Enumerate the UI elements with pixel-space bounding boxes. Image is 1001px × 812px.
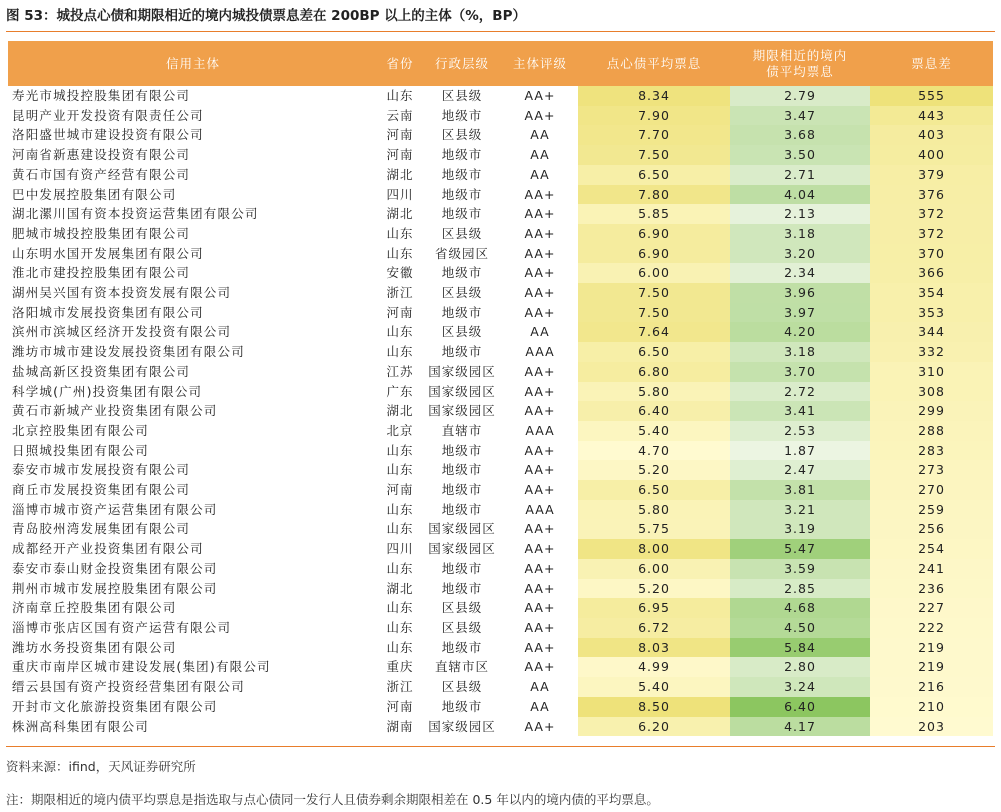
issuer-cell: 湖州吴兴国有资本投资发展有限公司 [12,285,232,301]
province-cell: 重庆 [386,659,414,675]
issuer-cell: 缙云县国有资产投资经营集团有限公司 [12,679,245,695]
province-cell: 山东 [386,501,414,517]
issuer-cell: 淄博市城市资产运营集团有限公司 [12,501,218,517]
spread-cell: 370 [870,244,993,264]
rating-cell: AA+ [524,107,556,123]
province-cell: 河南 [386,127,414,143]
issuer-cell: 盐城高新区投资集团有限公司 [12,363,191,379]
table-row [8,303,993,323]
table-row [8,618,993,638]
table-row [8,322,993,342]
admin-level-cell: 地级市 [441,206,483,222]
admin-level-cell: 地级市 [441,166,483,182]
admin-level-cell: 直辖市 [441,422,483,438]
rating-cell: AA+ [524,383,556,399]
rating-cell: AA+ [524,265,556,281]
table-row [8,441,993,461]
dimsum-coupon-cell: 6.50 [578,480,730,500]
table-row [8,204,993,224]
spread-cell: 299 [870,401,993,421]
rating-cell: AA+ [524,88,556,103]
admin-level-cell: 省级园区 [434,245,489,261]
province-cell: 四川 [386,186,414,202]
dimsum-coupon-cell: 6.90 [578,244,730,264]
dimsum-coupon-cell: 7.80 [578,185,730,205]
dimsum-coupon-cell: 7.50 [578,303,730,323]
issuer-cell: 淄博市张店区国有资产运营有限公司 [12,619,232,635]
table-row [8,717,993,737]
spread-cell: 555 [870,86,993,106]
dimsum-coupon-cell: 6.72 [578,618,730,638]
table-row [8,165,993,185]
table-row [8,677,993,697]
dimsum-coupon-cell: 7.70 [578,125,730,145]
dimsum-coupon-cell: 5.40 [578,421,730,441]
dimsum-coupon-cell: 6.50 [578,165,730,185]
spread-cell: 259 [870,500,993,520]
dimsum-coupon-cell: 5.75 [578,519,730,539]
table-row [8,185,993,205]
spread-cell: 376 [870,185,993,205]
col-header-province: 省份 [378,41,422,86]
rating-cell: AA [530,166,550,182]
admin-level-cell: 区县级 [441,619,483,635]
rating-cell: AA [530,679,550,695]
issuer-cell: 巴中发展控股集团有限公司 [12,186,177,202]
admin-level-cell: 区县级 [441,285,483,301]
onshore-coupon-cell: 3.68 [730,125,870,145]
col-header-rating: 主体评级 [502,41,578,86]
spread-cell: 210 [870,697,993,717]
dimsum-coupon-cell: 5.80 [578,382,730,402]
dimsum-coupon-cell: 6.80 [578,362,730,382]
province-cell: 山东 [386,619,414,635]
onshore-coupon-cell: 3.24 [730,677,870,697]
spread-cell: 256 [870,519,993,539]
onshore-coupon-cell: 2.53 [730,421,870,441]
onshore-coupon-cell: 3.21 [730,500,870,520]
admin-level-cell: 地级市 [441,442,483,458]
col-header-dimsum-coupon: 点心债平均票息 [578,41,730,86]
spread-cell: 219 [870,638,993,658]
spread-cell: 353 [870,303,993,323]
rating-cell: AA [530,698,550,714]
province-cell: 山东 [386,600,414,616]
issuer-cell: 成都经开产业投资集团有限公司 [12,541,204,557]
spread-cell: 283 [870,441,993,461]
admin-level-cell: 直辖市区 [434,659,489,675]
province-cell: 山东 [386,88,414,103]
province-cell: 河南 [386,482,414,498]
table-row [8,342,993,362]
province-cell: 北京 [386,422,414,438]
onshore-coupon-cell: 3.19 [730,519,870,539]
col-header-spread: 票息差 [870,41,993,86]
province-cell: 云南 [386,107,414,123]
dimsum-coupon-cell: 6.00 [578,263,730,283]
admin-level-cell: 地级市 [441,265,483,281]
spread-cell: 344 [870,322,993,342]
issuer-cell: 潍坊市城市建设发展投资集团有限公司 [12,344,245,360]
admin-level-cell: 区县级 [441,88,483,103]
rating-cell: AA+ [524,206,556,222]
rating-cell: AA+ [524,225,556,241]
rating-cell: AA+ [524,363,556,379]
spread-cell: 203 [870,717,993,737]
onshore-coupon-cell: 3.41 [730,401,870,421]
onshore-coupon-cell: 4.68 [730,598,870,618]
issuer-cell: 泰安市城市发展投资有限公司 [12,462,191,478]
spread-cell: 310 [870,362,993,382]
rating-cell: AA+ [524,482,556,498]
dimsum-coupon-cell: 5.20 [578,579,730,599]
issuer-cell: 科学城(广州)投资集团有限公司 [12,383,203,399]
onshore-coupon-cell: 2.72 [730,382,870,402]
province-cell: 河南 [386,147,414,163]
rating-cell: AA+ [524,462,556,478]
rating-cell: AA [530,147,550,163]
table-row [8,283,993,303]
table-row [8,362,993,382]
admin-level-cell: 区县级 [441,127,483,143]
dimsum-coupon-cell: 6.40 [578,401,730,421]
top-rule [6,31,995,32]
issuer-cell: 洛阳盛世城市建设投资有限公司 [12,127,204,143]
spread-cell: 288 [870,421,993,441]
issuer-cell: 泰安市泰山财金投资集团有限公司 [12,560,218,576]
issuer-cell: 昆明产业开发投资有限责任公司 [12,107,204,123]
onshore-coupon-cell: 3.20 [730,244,870,264]
onshore-coupon-cell: 6.40 [730,697,870,717]
admin-level-cell: 国家级园区 [428,718,496,734]
rating-cell: AA [530,127,550,143]
dimsum-coupon-cell: 5.20 [578,460,730,480]
admin-level-cell: 地级市 [441,344,483,360]
dimsum-coupon-cell: 8.03 [578,638,730,658]
table-row [8,579,993,599]
admin-level-cell: 地级市 [441,639,483,655]
admin-level-cell: 国家级园区 [428,541,496,557]
table-row [8,460,993,480]
onshore-coupon-cell: 4.20 [730,322,870,342]
province-cell: 浙江 [386,679,414,695]
table-row [8,145,993,165]
table-row [8,401,993,421]
province-cell: 山东 [386,521,414,537]
table-row [8,263,993,283]
col-header-admin-level: 行政层级 [422,41,502,86]
onshore-coupon-cell: 3.47 [730,106,870,126]
issuer-cell: 济南章丘控股集团有限公司 [12,600,177,616]
admin-level-cell: 地级市 [441,560,483,576]
onshore-coupon-cell: 3.50 [730,145,870,165]
onshore-coupon-cell: 3.18 [730,224,870,244]
admin-level-cell: 地级市 [441,462,483,478]
rating-cell: AA+ [524,541,556,557]
admin-level-cell: 地级市 [441,107,483,123]
onshore-coupon-cell: 3.18 [730,342,870,362]
province-cell: 山东 [386,442,414,458]
dimsum-coupon-cell: 8.00 [578,539,730,559]
province-cell: 湖南 [386,718,414,734]
admin-level-cell: 地级市 [441,580,483,596]
table-row [8,559,993,579]
rating-cell: AA+ [524,560,556,576]
table-row [8,244,993,264]
table-row [8,480,993,500]
issuer-cell: 株洲高科集团有限公司 [12,718,150,734]
table-row [8,421,993,441]
spread-cell: 270 [870,480,993,500]
onshore-coupon-cell: 2.85 [730,579,870,599]
rating-cell: AA+ [524,619,556,635]
issuer-cell: 湖北漯川国有资本投资运营集团有限公司 [12,206,259,222]
issuer-cell: 黄石市国有资产经营有限公司 [12,166,191,182]
onshore-coupon-cell: 2.34 [730,263,870,283]
admin-level-cell: 国家级园区 [428,521,496,537]
rating-cell: AA+ [524,659,556,675]
table-row [8,697,993,717]
table-row [8,598,993,618]
issuer-cell: 荆州市城市发展控股集团有限公司 [12,580,218,596]
province-cell: 山东 [386,560,414,576]
onshore-coupon-cell: 4.04 [730,185,870,205]
col-header-issuer: 信用主体 [8,41,378,86]
province-cell: 湖北 [386,580,414,596]
col-header-onshore-coupon: 期限相近的境内债平均票息 [730,41,870,86]
rating-cell: AA+ [524,245,556,261]
rating-cell: AA+ [524,600,556,616]
table-row [8,106,993,126]
province-cell: 安徽 [386,265,414,281]
admin-level-cell: 地级市 [441,147,483,163]
spread-cell: 241 [870,559,993,579]
onshore-coupon-cell: 1.87 [730,441,870,461]
table-row [8,500,993,520]
spread-cell: 354 [870,283,993,303]
table-row [8,382,993,402]
spread-cell: 372 [870,204,993,224]
figure-title: 图 53：城投点心债和期限相近的境内城投债票息差在 200BP 以上的主体（%，BP） [6,8,526,24]
province-cell: 湖北 [386,403,414,419]
rating-cell: AA+ [524,285,556,301]
admin-level-cell: 区县级 [441,225,483,241]
header-row [8,41,993,86]
rating-cell: AA+ [524,521,556,537]
admin-level-cell: 地级市 [441,501,483,517]
issuer-cell: 河南省新惠建设投资有限公司 [12,147,191,163]
issuer-cell: 肥城市城投控股集团有限公司 [12,225,191,241]
admin-level-cell: 地级市 [441,304,483,320]
province-cell: 山东 [386,245,414,261]
dimsum-coupon-cell: 6.00 [578,559,730,579]
issuer-cell: 开封市文化旅游投资集团有限公司 [12,698,218,714]
rating-cell: AA+ [524,639,556,655]
spread-cell: 403 [870,125,993,145]
dimsum-coupon-cell: 8.50 [578,697,730,717]
province-cell: 浙江 [386,285,414,301]
bond-spread-table [8,41,993,736]
admin-level-cell: 区县级 [441,324,483,340]
admin-level-cell: 区县级 [441,679,483,695]
dimsum-coupon-cell: 4.99 [578,657,730,677]
table-row [8,224,993,244]
dimsum-coupon-cell: 5.80 [578,500,730,520]
onshore-coupon-cell: 3.59 [730,559,870,579]
rating-cell: AA+ [524,186,556,202]
province-cell: 湖北 [386,206,414,222]
dimsum-coupon-cell: 7.90 [578,106,730,126]
onshore-coupon-cell: 5.84 [730,638,870,658]
source-note: 资料来源：ifind，天风证券研究所 [6,759,196,774]
admin-level-cell: 国家级园区 [428,403,496,419]
dimsum-coupon-cell: 6.20 [578,717,730,737]
bottom-rule [6,746,995,747]
onshore-coupon-cell: 5.47 [730,539,870,559]
dimsum-coupon-cell: 6.50 [578,342,730,362]
dimsum-coupon-cell: 7.50 [578,145,730,165]
dimsum-coupon-cell: 6.90 [578,224,730,244]
table-row [8,125,993,145]
spread-cell: 443 [870,106,993,126]
table-row [8,86,993,106]
spread-cell: 222 [870,618,993,638]
spread-cell: 332 [870,342,993,362]
province-cell: 山东 [386,225,414,241]
footnote: 注：期限相近的境内债平均票息是指选取与点心债同一发行人且债券剩余期限相差在 0.5 年以内的境内债的平均票息。 [6,792,659,807]
table-body [8,86,993,736]
table-row [8,539,993,559]
province-cell: 山东 [386,639,414,655]
admin-level-cell: 地级市 [441,186,483,202]
admin-level-cell: 国家级园区 [428,363,496,379]
onshore-coupon-cell: 3.70 [730,362,870,382]
issuer-cell: 北京控股集团有限公司 [12,422,150,438]
province-cell: 四川 [386,541,414,557]
dimsum-coupon-cell: 6.95 [578,598,730,618]
rating-cell: AAA [525,344,555,360]
rating-cell: AA+ [524,304,556,320]
table-header [8,41,993,86]
dimsum-coupon-cell: 5.40 [578,677,730,697]
province-cell: 山东 [386,462,414,478]
rating-cell: AA+ [524,718,556,734]
province-cell: 山东 [386,324,414,340]
rating-cell: AA+ [524,442,556,458]
spread-cell: 400 [870,145,993,165]
issuer-cell: 寿光市城投控股集团有限公司 [12,88,191,103]
rating-cell: AA+ [524,403,556,419]
admin-level-cell: 区县级 [441,600,483,616]
onshore-coupon-cell: 2.79 [730,86,870,106]
dimsum-coupon-cell: 5.85 [578,204,730,224]
admin-level-cell: 地级市 [441,698,483,714]
province-cell: 山东 [386,344,414,360]
rating-cell: AAA [525,422,555,438]
issuer-cell: 青岛胶州湾发展集团有限公司 [12,521,191,537]
onshore-coupon-cell: 3.96 [730,283,870,303]
province-cell: 河南 [386,698,414,714]
issuer-cell: 山东明水国开发展集团有限公司 [12,245,204,261]
spread-cell: 366 [870,263,993,283]
spread-cell: 227 [870,598,993,618]
issuer-cell: 重庆市南岸区城市建设发展(集团)有限公司 [12,659,271,675]
onshore-coupon-cell: 2.47 [730,460,870,480]
dimsum-coupon-cell: 7.50 [578,283,730,303]
spread-cell: 273 [870,460,993,480]
issuer-cell: 商丘市发展投资集团有限公司 [12,482,191,498]
province-cell: 河南 [386,304,414,320]
province-cell: 广东 [386,383,414,399]
province-cell: 湖北 [386,166,414,182]
spread-cell: 308 [870,382,993,402]
issuer-cell: 日照城投集团有限公司 [12,442,150,458]
spread-cell: 236 [870,579,993,599]
rating-cell: AA [530,324,550,340]
issuer-cell: 黄石市新城产业投资集团有限公司 [12,403,218,419]
admin-level-cell: 地级市 [441,482,483,498]
onshore-coupon-cell: 2.13 [730,204,870,224]
onshore-coupon-cell: 4.17 [730,717,870,737]
rating-cell: AA+ [524,580,556,596]
dimsum-coupon-cell: 4.70 [578,441,730,461]
admin-level-cell: 国家级园区 [428,383,496,399]
onshore-coupon-cell: 2.80 [730,657,870,677]
issuer-cell: 潍坊水务投资集团有限公司 [12,639,177,655]
table-row [8,638,993,658]
province-cell: 江苏 [386,363,414,379]
spread-cell: 372 [870,224,993,244]
issuer-cell: 淮北市建投控股集团有限公司 [12,265,191,281]
table-row [8,519,993,539]
onshore-coupon-cell: 4.50 [730,618,870,638]
spread-cell: 216 [870,677,993,697]
spread-cell: 379 [870,165,993,185]
spread-cell: 219 [870,657,993,677]
issuer-cell: 滨州市滨城区经济开发投资有限公司 [12,324,232,340]
onshore-coupon-cell: 3.81 [730,480,870,500]
issuer-cell: 洛阳城市发展投资集团有限公司 [12,304,204,320]
table-row [8,657,993,677]
spread-cell: 254 [870,539,993,559]
onshore-coupon-cell: 3.97 [730,303,870,323]
rating-cell: AAA [525,501,555,517]
onshore-coupon-cell: 2.71 [730,165,870,185]
dimsum-coupon-cell: 7.64 [578,322,730,342]
dimsum-coupon-cell: 8.34 [578,86,730,106]
